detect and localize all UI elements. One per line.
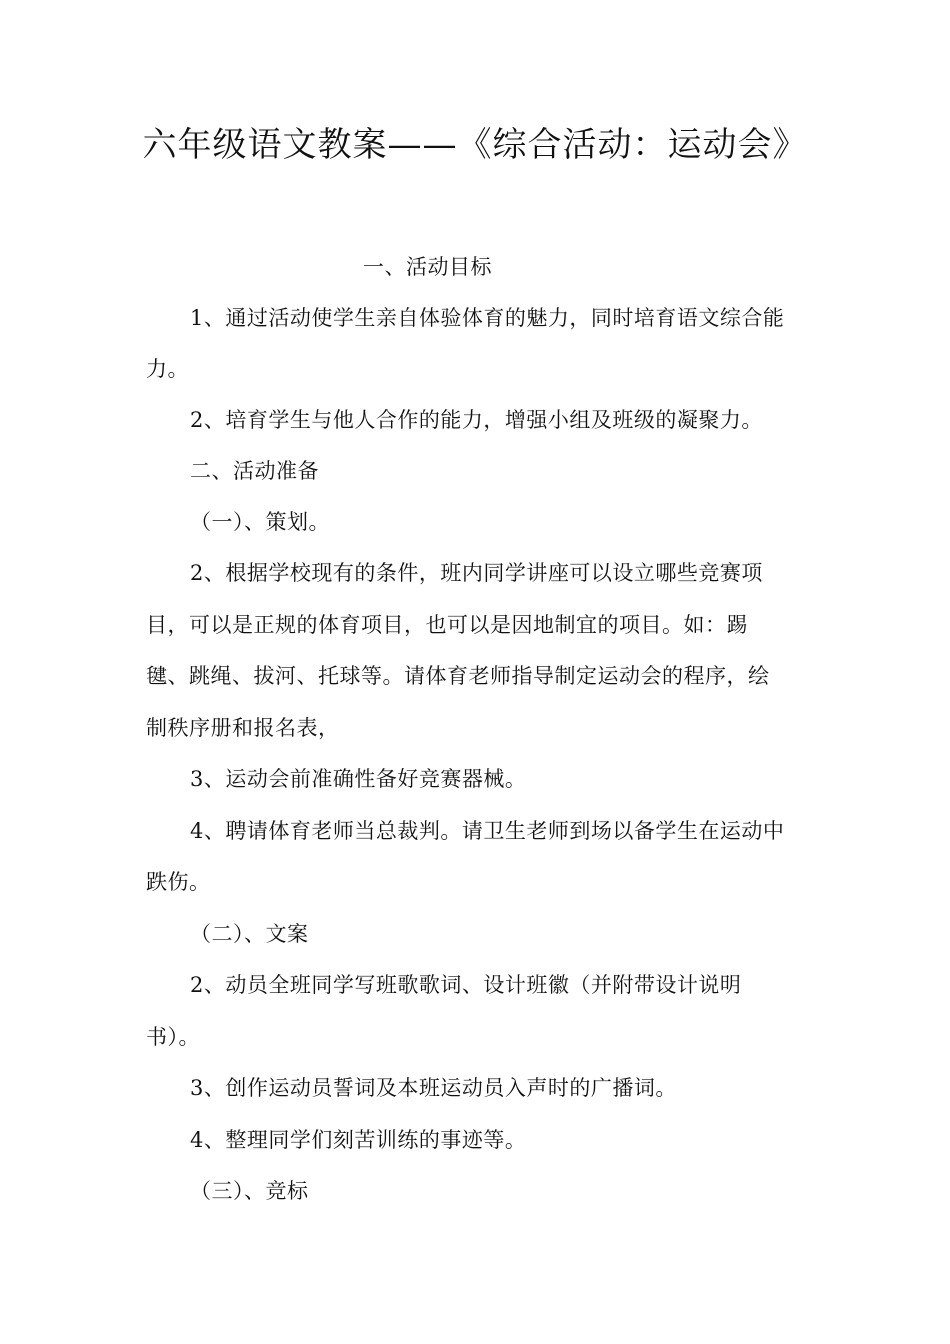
paragraph-line: 制秩序册和报名表，	[146, 716, 340, 740]
paragraph-line: 书）。	[146, 1025, 200, 1049]
subsection-heading-bidding: （三）、竞标	[190, 1179, 309, 1203]
section-heading-preparation: 二、活动准备	[190, 459, 319, 483]
paragraph-line: 4、聘请体育老师当总裁判。请卫生老师到场以备学生在运动中	[190, 819, 785, 843]
paragraph-line: 3、创作运动员誓词及本班运动员入声时的广播词。	[190, 1076, 677, 1100]
paragraph-line: 3、运动会前准确性备好竞赛器械。	[190, 767, 527, 791]
section-heading-goals: 一、活动目标	[363, 255, 492, 279]
paragraph-line: 2、动员全班同学写班歌歌词、设计班徽（并附带设计说明	[190, 973, 742, 997]
paragraph-line: 目，可以是正规的体育项目，也可以是因地制宜的项目。如：踢	[146, 613, 748, 637]
paragraph-line: 力。	[146, 357, 189, 381]
subsection-heading-copywriting: （二）、文案	[190, 922, 309, 946]
document-title: 六年级语文教案——《综合活动：运动会》	[142, 125, 808, 165]
paragraph-line: 毽、跳绳、拔河、托球等。请体育老师指导制定运动会的程序，绘	[146, 664, 770, 688]
paragraph-line: 2、根据学校现有的条件，班内同学讲座可以设立哪些竞赛项	[190, 561, 763, 585]
paragraph-line: 1、通过活动使学生亲自体验体育的魅力，同时培育语文综合能	[190, 306, 785, 330]
paragraph-line: 跌伤。	[146, 870, 211, 894]
paragraph-line: 2、培育学生与他人合作的能力，增强小组及班级的凝聚力。	[190, 408, 763, 432]
subsection-heading-planning: （一）、策划。	[190, 510, 330, 534]
paragraph-line: 4、整理同学们刻苦训练的事迹等。	[190, 1128, 527, 1152]
